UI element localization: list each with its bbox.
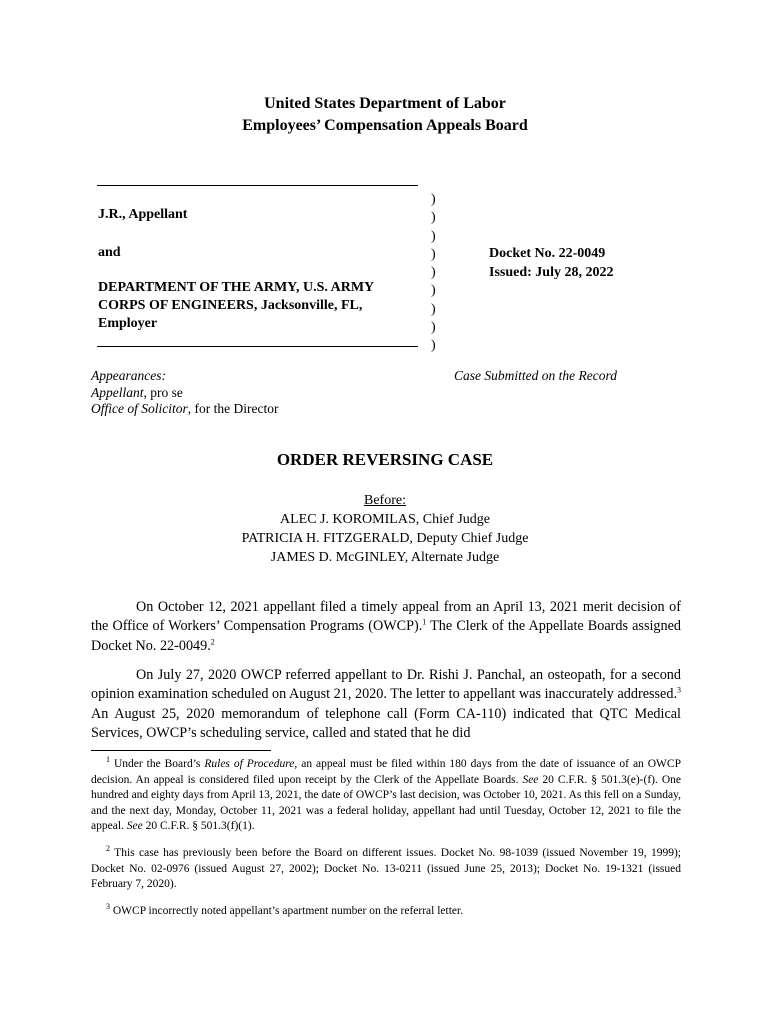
paren: ) [431,338,436,354]
appearances-heading: Appearances: [91,368,166,383]
paren: ) [431,265,436,281]
caption-top-rule [97,185,418,186]
paren: ) [431,210,436,226]
paren: ) [431,192,436,207]
paren: ) [431,283,436,299]
paren: ) [431,301,436,317]
appearances-block [91,368,278,418]
footnote-1: $^1$ Under the Board’s Rules of Procedure, an appeal must be filed within 180 days from the date of issuance of an OWCP decision. An appeal is considered filed upon receipt by the Clerk of the Appellate Boards. See 20 C.F.R. § 501.3(e)-(f). One hundred and eighty days from April 13, 2021, the date of OWCP’s last decision, was October 10, 2021. As this fell on a Sunday, and the next day, Monday, October 11, 2021 was a federal holiday, appellant had until Tuesday, October 12, 2021 to file the appeal. See 20 C.F.R. § 501.3(f)(1). [91,755,681,833]
paren: ) [431,246,436,262]
employer-line: Employer [98,316,158,331]
caption-bottom-rule [97,346,418,347]
footnote-ref-3[interactable]: 3 [677,685,681,695]
appearance-solicitor: Office of Solicitor, for the Director [91,401,279,416]
employer-line: CORPS OF ENGINEERS, Jacksonville, FL, [98,298,363,313]
employer-block [98,279,374,333]
footnote-separator [91,750,271,751]
caption-and: and [98,245,121,260]
paren: ) [431,320,436,336]
judges-panel [0,491,770,567]
caption-parentheses [431,191,436,356]
employer-line: DEPARTMENT OF THE ARMY, U.S. ARMY [98,280,375,295]
before-label: Before: [364,493,406,508]
body-paragraph-1: On October 12, 2021 appellant filed a timely appeal from an April 13, 2021 merit decision of the Office of Workers’ Compensation Programs (OWCP).$^1$ The Clerk of the Appellate Boards assigned Docket No. 22-0049.$^2$ [91,599,681,654]
body-paragraph-2: On July 27, 2020 OWCP referred appellant to Dr. Rishi J. Panchal, an osteopath, for a second opinion examination scheduled on August 21, 2020. The letter to appellant was inaccurately addressed.$^3$ An August 25, 2020 memorandum of telephone call (Form CA-110) indicated that QTC Medical Services, OWCP’s scheduling service, called and stated that he did [91,667,681,741]
agency-name: United States Department of Labor [264,95,506,112]
docket-block [489,244,613,282]
footnote-2: $^2$ This case has previously been before the Board on different issues. Docket No. 98-1039 (issued November 19, 1999); Docket No. 02-0976 (issued August 27, 2002); Docket No. 13-0211 (issued June 25, 2013); Docket No. 19-1321 (issued February 7, 2020). [91,844,682,891]
footnote-ref-2[interactable]: 2 [210,636,215,646]
order-title: ORDER REVERSING CASE [276,450,494,469]
docket-number: Docket No. 22-0049 [489,246,606,261]
judge-name: ALEC J. KOROMILAS, Chief Judge [280,512,490,527]
appearance-appellant: Appellant, pro se [91,384,183,400]
footnote-ref-1[interactable]: 1 [422,617,427,627]
case-submitted-note: Case Submitted on the Record [454,368,617,383]
issued-date: Issued: July 28, 2022 [489,265,614,280]
appellant-name: J.R., Appellant [98,207,188,222]
board-name: Employees’ Compensation Appeals Board [242,117,528,134]
judge-name: JAMES D. McGINLEY, Alternate Judge [270,550,500,565]
judge-name: PATRICIA H. FITZGERALD, Deputy Chief Judge [241,531,529,546]
paren: ) [431,228,436,244]
footnote-3: $^3$ OWCP incorrectly noted appellant’s apartment number on the referral letter. [106,902,464,917]
